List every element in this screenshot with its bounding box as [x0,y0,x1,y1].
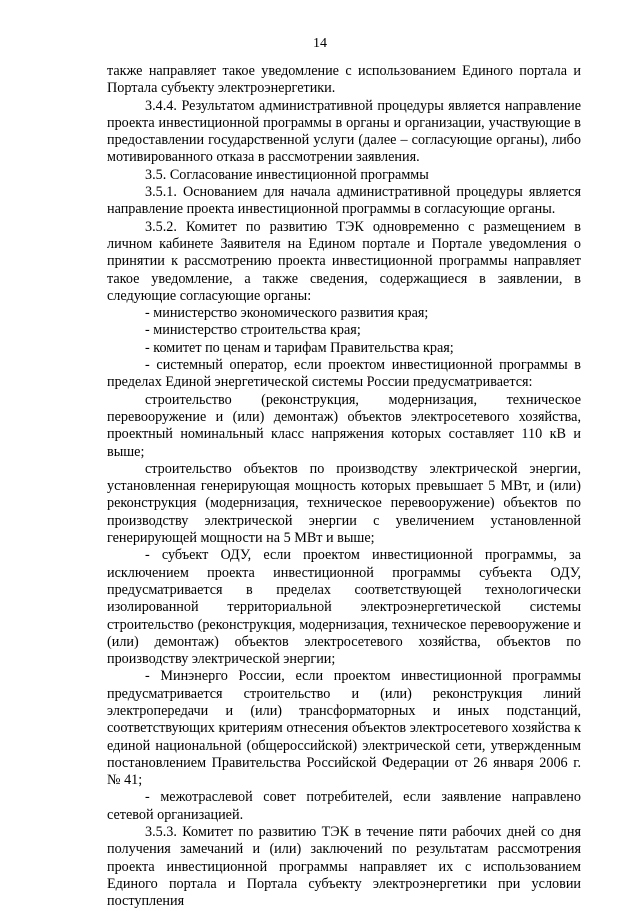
page-number: 14 [313,36,327,51]
section-heading: 3.5. Согласование инвестиционной программы [145,166,429,183]
list-item: - комитет по ценам и тарифам Правительства края; [145,339,454,356]
list-item: - межотраслевой совет потребителей, если заявление направлено сетевой организацией. [107,789,581,823]
paragraph: строительство (реконструкция, модернизация, техническое перевооружение и (или) демонтаж) объектов электросетевого хозяйства, проектный номинальный класс напряжения которых составляет 110 кВ и выше; [107,391,581,460]
paragraph: строительство объектов по производству электрической энергии, установленная генерирующая мощность которых превышает 5 МВт, и (или) реконструкция (модернизация, техническое перевооружение) объектов по производству электрической энергии с увеличением установленной генерирующей мощности на 5 МВт и выше; [107,460,581,547]
list-item: - Минэнерго России, если проектом инвестиционной программы предусматривается строительство и (или) реконструкция линий электропередачи и (или) трансформаторных и иных подстанций, соответствующих критериям отнесения объектов электросетевого хозяйства к единой национальной (общероссийской) электрической сети, утвержденным постановлением Правительства Российской Федерации от 26 января 2006 г. № 41; [107,668,581,789]
paragraph: 3.4.4. Результатом административной процедуры является направление проекта инвестиционной программы в органы и организации, участвующие в предоставлении государственной услуги (далее – согласующие органы), либо мотивированного отказа в рассмотрении заявления. [107,97,581,166]
list-item: - министерство экономического развития края; [145,305,429,322]
paragraph: 3.5.2. Комитет по развитию ТЭК одновременно с размещением в личном кабинете Заявителя на Едином портале и Портале уведомления о принятии к рассмотрению проекта инвестиционной программы направляет такое уведомление, а также сведения, содержащиеся в заявлении, в следующие согласующие органы: [107,218,581,304]
list-item: - министерство строительства края; [145,322,361,339]
document-body [107,63,581,911]
paragraph: 3.5.3. Комитет по развитию ТЭК в течение пяти рабочих дней со дня получения замечаний и (или) заключений по результатам рассмотрения проекта инвестиционной программы направляет их с использованием Единого портала и Портала субъекту электроэнергетики при условии поступления [107,824,581,910]
list-item: - системный оператор, если проектом инвестиционной программы в пределах Единой энергетической системы России предусматривается: [107,357,581,391]
paragraph: также направляет такое уведомление с использованием Единого портала и Портала субъекту электроэнергетики. [107,63,581,97]
list-item: - субъект ОДУ, если проектом инвестиционной программы, за исключением проекта инвестиционной программы субъекта ОДУ, предусматривается в пределах соответствующей технологически изолированной территориальной электроэнергетической системы строительство (реконструкция, модернизация, техническое перевооружение и (или) демонтаж) объектов электросетевого хозяйства, объектов по производству электрической энергии; [107,547,581,668]
paragraph: 3.5.1. Основанием для начала административной процедуры является направление проекта инвестиционной программы в согласующие органы. [107,184,581,218]
